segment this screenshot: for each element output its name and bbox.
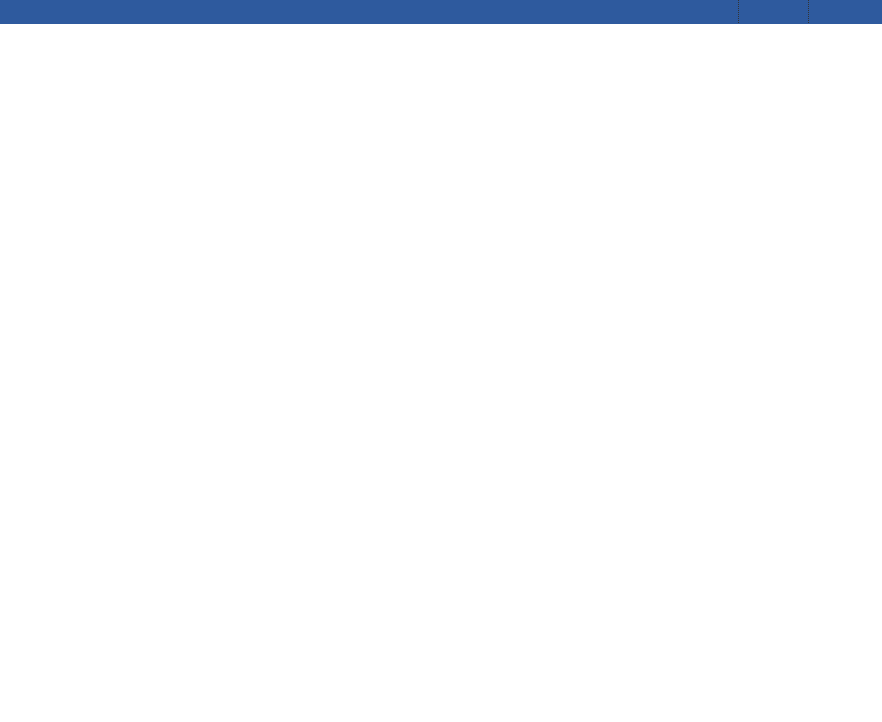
sheet-title[interactable] — [0, 0, 235, 23]
col-header-2026[interactable] — [738, 0, 809, 23]
col-header-sep-26[interactable] — [449, 0, 521, 23]
col-header-nov-26[interactable] — [595, 0, 667, 23]
col-header-okt-26[interactable] — [521, 0, 595, 23]
col-header-dez-26[interactable] — [667, 0, 738, 23]
col-header-jun-26[interactable] — [235, 0, 305, 23]
col-header-jul-26[interactable] — [305, 0, 377, 23]
header-row — [0, 0, 882, 24]
col-header-aug-26[interactable] — [377, 0, 449, 23]
col-header-2027[interactable] — [809, 0, 882, 23]
